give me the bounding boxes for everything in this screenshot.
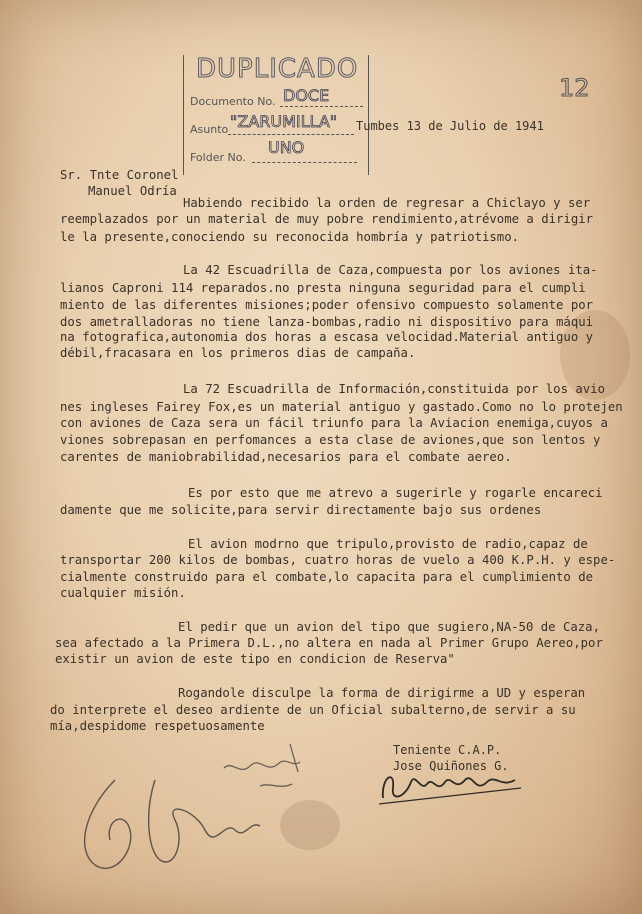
stamp-underline [280,106,363,107]
stamp-underline [228,134,354,135]
stamp-asunto-value: "ZARUMILLA" [230,112,338,131]
body-line: Habiendo recibido la orden de regresar a Chiclayo y ser [183,196,591,210]
body-line: le la presente,conociendo su reconocida hombría y patriotismo. [60,230,520,244]
body-line: sea afectado a la Primera D.L.,no altera en nada al Primer Grupo Aereo,por [55,636,603,650]
body-line: El pedir que un avion del tipo que sugiero,NA-50 de Caza, [178,620,600,634]
body-line: La 72 Escuadrilla de Información,constituida por los avio [183,382,605,396]
stamp-underline [252,162,357,163]
body-line: viones sobrepasan en perfomances a esta clase de aviones,que son lentos y [60,433,601,447]
stamp-folder-label: Folder No. [190,151,246,164]
body-line: Rogandole disculpe la forma de dirigirme a UD y esperan [178,686,586,700]
stamp-documento-label: Documento No. [190,95,276,108]
addressee-line: Sr. Tnte Coronel [60,168,179,182]
signature-rank: Teniente C.A.P. [393,743,502,757]
body-line: lianos Caproni 114 reparados.no presta ninguna seguridad para el cumpli [60,281,586,295]
body-line: nes ingleses Fairey Fox,es un material antiguo y gastado.Como no lo protejen [60,400,623,414]
stamp-title: DUPLICADO [196,54,359,84]
addressee-line: Manuel Odría [88,184,177,198]
body-line: La 42 Escuadrilla de Caza,compuesta por los aviones ita- [183,263,598,277]
page-number: 12 [559,74,590,102]
body-line: Es por esto que me atrevo a sugerirle y rogarle encareci [188,486,603,500]
body-line: dos ametralladoras no tiene lanza-bombas,radio ni dispositivo para máqui [60,315,594,329]
body-line: existir un avion de este tipo en condicion de Reserva" [55,652,455,666]
body-line: El avion modrno que tripulo,provisto de radio,capaz de [188,537,588,551]
body-line: cualquier misión. [60,586,186,600]
body-line: miento de las diferentes misiones;poder ofensivo compuesto solamente por [60,298,594,312]
body-line: cialmente construido para el combate,lo capacita para el cumplimiento de [60,570,594,584]
body-line: damente que me solicite,para servir directamente bajo sus ordenes [60,503,542,517]
paper-stain [280,800,340,850]
stamp-documento-value: DOCE [283,86,330,105]
body-line: transportar 200 kilos de bombas, cuatro horas de vuelo a 400 K.P.H. y espe- [60,553,616,567]
body-line: carentes de maniobrabilidad,necesarios para el combate aereo. [60,450,512,464]
stamp-asunto-label: Asunto [190,123,229,136]
signature-name: Jose Quiñones G. [393,759,509,773]
stamp-folder-value: UNO [268,138,305,157]
body-line: mía,despidome respetuosamente [50,719,265,733]
dateline: Tumbes 13 de Julio de 1941 [356,119,544,133]
body-line: do interprete el deseo ardiente de un Oficial subalterno,de servir a su [50,703,576,717]
body-line: na fotografica,autonomia dos horas a escasa velocidad.Material antiguo y [60,330,594,344]
signature-quinones [375,758,525,808]
body-line: débil,fracasara en los primeros dias de campaña. [60,346,416,360]
body-line: con aviones de Caza sera un fácil triunfo para la Aviacion enemiga,cuyos a [60,416,608,430]
body-line: reemplazados por un material de muy pobre rendimiento,atrévome a dirigir [60,212,594,226]
signature-pedro [75,760,275,880]
